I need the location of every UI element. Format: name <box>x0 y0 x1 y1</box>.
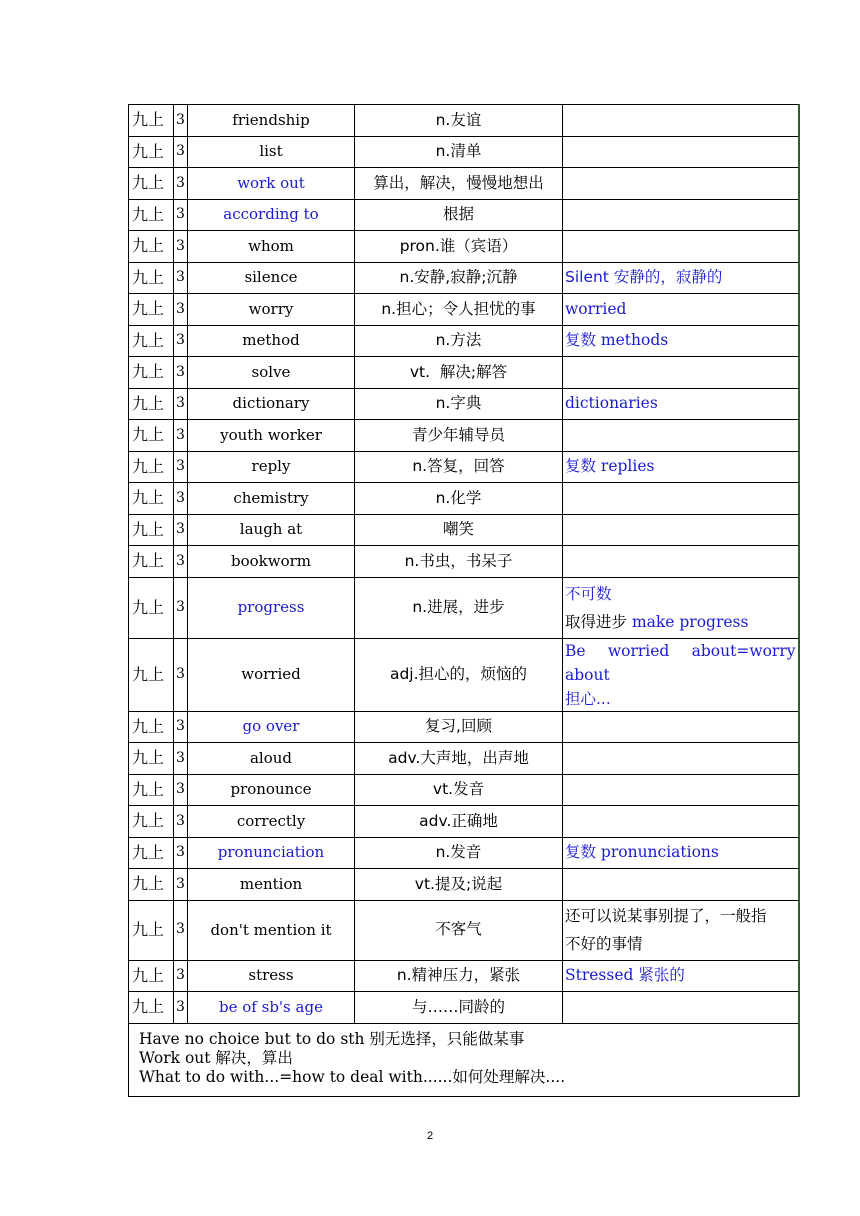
word-cell: mention <box>188 869 355 901</box>
meaning-cell: 不客气 <box>355 900 563 960</box>
unit-cell: 3 <box>174 992 188 1024</box>
meaning-cell: n.方法 <box>355 325 563 357</box>
meaning-cell: n.书虫，书呆子 <box>355 546 563 578</box>
grade-cell: 九上 <box>129 420 174 452</box>
meaning-cell: 嘲笑 <box>355 514 563 546</box>
note-cell <box>563 992 799 1024</box>
note-line: 不好的事情 <box>565 935 643 953</box>
meaning-cell: n.精神压力，紧张 <box>355 960 563 992</box>
note-text-en: make progress <box>627 612 749 631</box>
meaning-cell: 复习,回顾 <box>355 711 563 743</box>
table-row <box>129 420 799 452</box>
table-row <box>129 638 799 711</box>
grade-cell: 九上 <box>129 837 174 869</box>
table-row <box>129 577 799 638</box>
grade-cell: 九上 <box>129 357 174 389</box>
table-row <box>129 837 799 869</box>
table-row <box>129 105 799 137</box>
meaning-cell: n.进展，进步 <box>355 577 563 638</box>
note-line: Be worried about=worry about <box>565 641 796 684</box>
grade-cell: 九上 <box>129 105 174 137</box>
meaning-cell: n.字典 <box>355 388 563 420</box>
unit-cell: 3 <box>174 869 188 901</box>
note-cell: 复数 methods <box>563 325 799 357</box>
word-cell: don't mention it <box>188 900 355 960</box>
table-row <box>129 514 799 546</box>
footer-line <box>139 1030 798 1049</box>
word-cell: aloud <box>188 743 355 775</box>
unit-cell: 3 <box>174 514 188 546</box>
footer-text-cn: 如何处理解决.... <box>452 1068 566 1087</box>
table-row <box>129 451 799 483</box>
unit-cell: 3 <box>174 960 188 992</box>
unit-cell: 3 <box>174 806 188 838</box>
word-cell: worried <box>188 638 355 711</box>
unit-cell: 3 <box>174 199 188 231</box>
unit-cell: 3 <box>174 168 188 200</box>
table-row <box>129 388 799 420</box>
meaning-cell: adj.担心的，烦恼的 <box>355 638 563 711</box>
footer-row <box>129 1023 799 1096</box>
grade-cell: 九上 <box>129 960 174 992</box>
footer-text-en: What to do with...=how to deal with...... <box>139 1068 453 1087</box>
footer-text-cn: 别无选择，只能做某事 <box>369 1029 525 1048</box>
meaning-cell: n.清单 <box>355 136 563 168</box>
table-row <box>129 900 799 960</box>
meaning-cell: n.担心；令人担忧的事 <box>355 294 563 326</box>
word-cell: correctly <box>188 806 355 838</box>
note-line: 还可以说某事别提了，一般指 <box>565 907 767 925</box>
word-cell: friendship <box>188 105 355 137</box>
note-cell <box>563 105 799 137</box>
table-row <box>129 136 799 168</box>
word-cell: work out <box>188 168 355 200</box>
footer-text-en: Work out <box>139 1048 216 1067</box>
footer-line <box>139 1049 798 1068</box>
word-cell: list <box>188 136 355 168</box>
unit-cell: 3 <box>174 711 188 743</box>
grade-cell: 九上 <box>129 294 174 326</box>
word-cell: method <box>188 325 355 357</box>
vocabulary-table <box>128 104 800 1097</box>
meaning-cell: pron.谁（宾语） <box>355 231 563 263</box>
note-cell <box>563 546 799 578</box>
meaning-cell: vt.提及;说起 <box>355 869 563 901</box>
note-cell: Stressed 紧张的 <box>563 960 799 992</box>
note-cell <box>563 577 799 638</box>
table-row <box>129 168 799 200</box>
unit-cell: 3 <box>174 262 188 294</box>
note-cell <box>563 231 799 263</box>
grade-cell: 九上 <box>129 168 174 200</box>
grade-cell: 九上 <box>129 514 174 546</box>
grade-cell: 九上 <box>129 774 174 806</box>
meaning-cell: 根据 <box>355 199 563 231</box>
unit-cell: 3 <box>174 483 188 515</box>
note-cell <box>563 357 799 389</box>
note-line <box>565 608 798 636</box>
unit-cell: 3 <box>174 451 188 483</box>
note-cell <box>563 483 799 515</box>
footer-text-cn: 解决，算出 <box>215 1048 293 1067</box>
unit-cell: 3 <box>174 743 188 775</box>
note-cell <box>563 743 799 775</box>
note-cell <box>563 199 799 231</box>
word-cell: worry <box>188 294 355 326</box>
meaning-cell: vt.发音 <box>355 774 563 806</box>
note-cell <box>563 711 799 743</box>
grade-cell: 九上 <box>129 388 174 420</box>
meaning-cell: n.化学 <box>355 483 563 515</box>
grade-cell: 九上 <box>129 262 174 294</box>
unit-cell: 3 <box>174 325 188 357</box>
grade-cell: 九上 <box>129 199 174 231</box>
note-line: 不可数 <box>565 584 612 603</box>
word-cell: laugh at <box>188 514 355 546</box>
unit-cell: 3 <box>174 577 188 638</box>
meaning-cell: n.友谊 <box>355 105 563 137</box>
grade-cell: 九上 <box>129 136 174 168</box>
grade-cell: 九上 <box>129 806 174 838</box>
word-cell: solve <box>188 357 355 389</box>
meaning-cell: 算出，解决，慢慢地想出 <box>355 168 563 200</box>
grade-cell: 九上 <box>129 992 174 1024</box>
unit-cell: 3 <box>174 105 188 137</box>
note-cell <box>563 774 799 806</box>
meaning-cell: adv.大声地，出声地 <box>355 743 563 775</box>
unit-cell: 3 <box>174 900 188 960</box>
grade-cell: 九上 <box>129 900 174 960</box>
word-cell: dictionary <box>188 388 355 420</box>
word-cell: pronunciation <box>188 837 355 869</box>
page-number: 2 <box>426 1130 434 1142</box>
note-cell <box>563 638 799 711</box>
meaning-cell: adv.正确地 <box>355 806 563 838</box>
grade-cell: 九上 <box>129 711 174 743</box>
meaning-cell: 青少年辅导员 <box>355 420 563 452</box>
table-row <box>129 743 799 775</box>
grade-cell: 九上 <box>129 869 174 901</box>
footer-text-en: Have no choice but to do sth <box>139 1029 370 1048</box>
word-cell: be of sb's age <box>188 992 355 1024</box>
note-cell <box>563 136 799 168</box>
note-cell: worried <box>563 294 799 326</box>
word-cell: reply <box>188 451 355 483</box>
table-row <box>129 357 799 389</box>
word-cell: silence <box>188 262 355 294</box>
note-cell <box>563 420 799 452</box>
table-row <box>129 294 799 326</box>
unit-cell: 3 <box>174 388 188 420</box>
note-cell: 复数 replies <box>563 451 799 483</box>
word-cell: according to <box>188 199 355 231</box>
note-cell <box>563 514 799 546</box>
unit-cell: 3 <box>174 294 188 326</box>
meaning-cell: 与……同龄的 <box>355 992 563 1024</box>
table-row <box>129 231 799 263</box>
table-row <box>129 960 799 992</box>
grade-cell: 九上 <box>129 577 174 638</box>
meaning-cell: n.安静,寂静;沉静 <box>355 262 563 294</box>
unit-cell: 3 <box>174 136 188 168</box>
word-cell: go over <box>188 711 355 743</box>
footer-notes <box>129 1023 799 1096</box>
table-row <box>129 711 799 743</box>
word-cell: progress <box>188 577 355 638</box>
table-row <box>129 774 799 806</box>
note-cell <box>563 869 799 901</box>
word-cell: pronounce <box>188 774 355 806</box>
grade-cell: 九上 <box>129 483 174 515</box>
note-cell <box>563 168 799 200</box>
table-row <box>129 325 799 357</box>
grade-cell: 九上 <box>129 638 174 711</box>
table-row <box>129 869 799 901</box>
table-row <box>129 806 799 838</box>
table-row <box>129 199 799 231</box>
unit-cell: 3 <box>174 638 188 711</box>
note-line: 担心... <box>565 689 611 708</box>
meaning-cell: n.答复，回答 <box>355 451 563 483</box>
unit-cell: 3 <box>174 231 188 263</box>
note-cell <box>563 900 799 960</box>
unit-cell: 3 <box>174 837 188 869</box>
note-text-cn: 取得进步 <box>565 612 628 631</box>
word-cell: bookworm <box>188 546 355 578</box>
unit-cell: 3 <box>174 546 188 578</box>
word-cell: youth worker <box>188 420 355 452</box>
meaning-cell: vt. 解决;解答 <box>355 357 563 389</box>
unit-cell: 3 <box>174 774 188 806</box>
note-cell: dictionaries <box>563 388 799 420</box>
grade-cell: 九上 <box>129 451 174 483</box>
grade-cell: 九上 <box>129 325 174 357</box>
word-cell: chemistry <box>188 483 355 515</box>
grade-cell: 九上 <box>129 546 174 578</box>
unit-cell: 3 <box>174 357 188 389</box>
note-cell <box>563 806 799 838</box>
unit-cell: 3 <box>174 420 188 452</box>
note-cell: Silent 安静的，寂静的 <box>563 262 799 294</box>
grade-cell: 九上 <box>129 231 174 263</box>
table-row <box>129 992 799 1024</box>
word-cell: whom <box>188 231 355 263</box>
word-cell: stress <box>188 960 355 992</box>
note-cell: 复数 pronunciations <box>563 837 799 869</box>
table-row <box>129 262 799 294</box>
meaning-cell: n.发音 <box>355 837 563 869</box>
table-row <box>129 546 799 578</box>
grade-cell: 九上 <box>129 743 174 775</box>
footer-line <box>139 1068 798 1087</box>
table-row <box>129 483 799 515</box>
